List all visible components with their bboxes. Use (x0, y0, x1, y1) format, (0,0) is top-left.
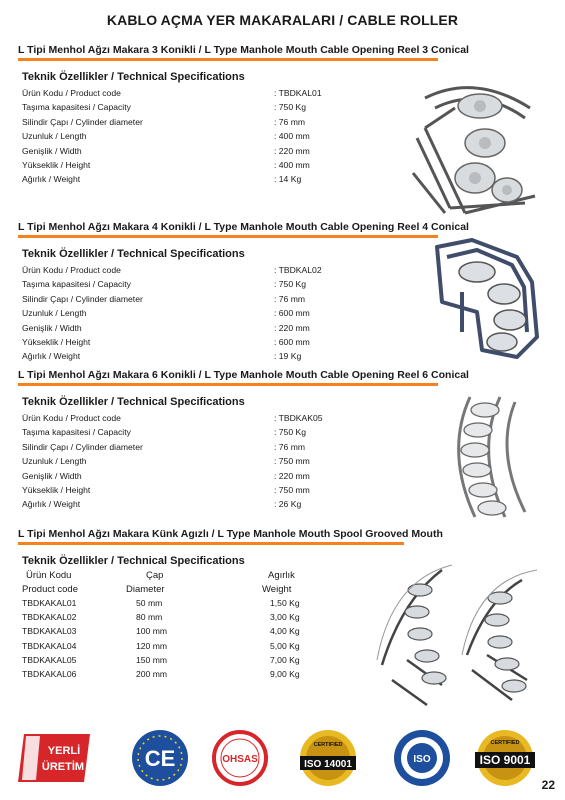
table-row (18, 639, 430, 653)
table-row (18, 596, 430, 610)
spec-value: : 600 mm (274, 337, 310, 348)
spec-label: Ürün Kodu / Product code (22, 413, 121, 423)
iso-14001-text: ISO 14001 (304, 759, 352, 770)
cell-weight: 7,00 Kg (270, 654, 300, 665)
cell-diameter: 80 mm (136, 612, 163, 623)
spec-row-length (18, 454, 430, 468)
spec-heading: Teknik Özellikler / Technical Specifications (22, 555, 245, 567)
ce-text: CE (144, 746, 176, 771)
certified-text: CERTIFIED (490, 740, 520, 746)
spec-row-capacity (18, 425, 430, 439)
iso-9001-text: ISO 9001 (479, 753, 531, 767)
spec-label: Silindir Çapı / Cylinder diameter (22, 293, 143, 304)
iso-9001-badge (475, 730, 535, 786)
spec-label: Genişlik / Width (22, 470, 82, 481)
table-header-row-en (18, 584, 430, 596)
spec-heading: Teknik Özellikler / Technical Specifications (22, 396, 245, 408)
ohsas-text: OHSAS (222, 754, 258, 765)
iso-10002-text: ISO (413, 754, 431, 765)
spec-label: Yükseklik / Height (22, 337, 91, 348)
iso-14001-badge (300, 730, 356, 786)
spec-row-height (18, 158, 430, 172)
spec-label: Ağırlık / Weight (22, 351, 81, 362)
spec-row-length (18, 129, 430, 143)
spec-row-capacity (18, 277, 430, 291)
col-header-diameter: Çap (146, 570, 164, 581)
table-row (18, 667, 430, 681)
ce-badge (132, 730, 188, 786)
spec-heading: Teknik Özellikler / Technical Specifications (22, 248, 245, 260)
spec-value: : 400 mm (274, 160, 310, 171)
cell-diameter: 120 mm (136, 640, 168, 651)
spec-value: : 76 mm (274, 441, 306, 452)
product-section-1 (18, 44, 469, 187)
spec-row-height (18, 483, 430, 497)
spec-label: Ürün Kodu / Product code (22, 88, 121, 98)
spec-value: : 76 mm (274, 293, 306, 304)
cell-code: TBDKAKAL03 (22, 626, 77, 637)
spec-value: : 14 Kg (274, 174, 302, 185)
section-divider (18, 542, 404, 545)
spec-value: : 600 mm (274, 308, 310, 319)
spec-label: Ürün Kodu / Product code (22, 265, 121, 275)
spec-row-weight (18, 497, 430, 511)
cell-weight: 9,00 Kg (270, 669, 300, 680)
spec-value: : 220 mm (274, 322, 310, 333)
col-header-diameter: Diameter (126, 584, 165, 595)
spec-label: Taşıma kapasitesi / Capacity (22, 102, 131, 113)
spec-value: : 220 mm (274, 145, 310, 156)
section-divider (18, 58, 438, 61)
spec-row-height (18, 335, 430, 349)
col-header-weight: Agırlık (268, 570, 295, 581)
spec-row-width (18, 469, 430, 483)
spec-value: : TBDKAL01 (274, 88, 322, 98)
spec-row-width (18, 144, 430, 158)
cell-diameter: 100 mm (136, 626, 168, 637)
product-section-4 (18, 528, 443, 681)
cable-roller-3-conical-image (405, 78, 545, 218)
cell-diameter: 50 mm (136, 598, 163, 608)
spec-value: : TBDKAL02 (274, 265, 322, 275)
spec-label: Ağırlık / Weight (22, 499, 81, 510)
spec-row-weight (18, 172, 430, 186)
cell-weight: 5,00 Kg (270, 640, 300, 651)
spec-value: : TBDKAK05 (274, 413, 323, 423)
col-header-code: Product code (22, 584, 78, 595)
spec-row-cylinder (18, 115, 430, 129)
spec-label: Genişlik / Width (22, 322, 82, 333)
iso-10002-badge (394, 730, 450, 786)
spec-row-length (18, 306, 430, 320)
cell-code: TBDKAKAL06 (22, 669, 77, 680)
cell-weight: 1,50 Kg (270, 598, 300, 608)
spec-row-weight (18, 349, 430, 363)
certified-text: CERTIFIED (313, 742, 343, 748)
spec-value: : 400 mm (274, 131, 310, 142)
cell-code: TBDKAKAL02 (22, 612, 77, 623)
product-section-3 (18, 369, 469, 512)
spec-value: : 750 Kg (274, 102, 307, 113)
spec-value: : 750 mm (274, 485, 310, 496)
spec-row-capacity (18, 100, 430, 114)
spec-label: Silindir Çapı / Cylinder diameter (22, 116, 143, 127)
section-title: L Tipi Menhol Ağzı Makara Künk Agızlı / L Type Manhole Mouth Spool Grooved Mouth (18, 528, 443, 540)
cell-diameter: 150 mm (136, 654, 168, 665)
spec-label: Taşıma kapasitesi / Capacity (22, 427, 131, 438)
spec-label: Uzunluk / Length (22, 131, 87, 142)
section-title: L Tipi Menhol Ağzı Makara 3 Konikli / L Type Manhole Mouth Cable Opening Reel 3 Conical (18, 44, 469, 56)
spool-grooved-mouth-image (372, 560, 547, 710)
spec-label: Silindir Çapı / Cylinder diameter (22, 441, 143, 452)
section-title: L Tipi Menhol Ağzı Makara 4 Konikli / L Type Manhole Mouth Cable Opening Reel 4 Conical (18, 221, 469, 233)
table-row (18, 624, 430, 638)
page-number: 22 (541, 778, 555, 792)
page-title: KABLO AÇMA YER MAKARALARI / CABLE ROLLER (106, 12, 459, 28)
col-header-weight: Weight (262, 584, 292, 595)
uretim-text: ÜRETİM (41, 761, 85, 773)
spec-label: Uzunluk / Length (22, 308, 87, 319)
cell-weight: 3,00 Kg (270, 612, 300, 623)
cell-code: TBDKAKAL05 (22, 654, 77, 665)
certification-bar (18, 726, 548, 790)
col-header-code: Ürün Kodu (26, 570, 72, 581)
yerli-text: YERLİ (47, 745, 81, 757)
section-title: L Tipi Menhol Ağzı Makara 6 Konikli / L Type Manhole Mouth Cable Opening Reel 6 Conical (18, 369, 469, 381)
spec-row-code (18, 86, 430, 100)
section-divider (18, 383, 438, 386)
product-section-2 (18, 221, 469, 364)
cable-roller-6-conical-image (440, 392, 540, 520)
table-row (18, 610, 430, 624)
spec-row-code (18, 411, 430, 425)
spec-value: : 750 Kg (274, 427, 307, 438)
cell-code: TBDKAKAL04 (22, 640, 77, 651)
spec-row-code (18, 263, 430, 277)
spec-value: : 750 mm (274, 456, 310, 467)
ohsas-badge (214, 732, 266, 784)
cable-roller-4-conical-image (422, 232, 547, 367)
certification-badges (18, 726, 548, 790)
spec-value: : 76 mm (274, 116, 306, 127)
spec-label: Ağırlık / Weight (22, 174, 81, 185)
spec-row-width (18, 321, 430, 335)
spec-label: Taşıma kapasitesi / Capacity (22, 279, 131, 290)
spec-label: Yükseklik / Height (22, 160, 91, 171)
spec-label: Yükseklik / Height (22, 485, 91, 496)
spec-value: : 750 Kg (274, 279, 307, 290)
spec-value: : 19 Kg (274, 351, 302, 362)
spec-label: Uzunluk / Length (22, 456, 87, 467)
spec-value: : 26 Kg (274, 499, 302, 510)
yerli-uretim-badge (18, 734, 90, 782)
table-row (18, 653, 430, 667)
cell-diameter: 200 mm (136, 669, 168, 680)
section-divider (18, 235, 438, 238)
cell-code: TBDKAKAL01 (22, 598, 77, 608)
cell-weight: 4,00 Kg (270, 626, 300, 637)
spec-value: : 220 mm (274, 470, 310, 481)
spec-heading: Teknik Özellikler / Technical Specifications (22, 71, 245, 83)
table-header-row-tr (18, 570, 430, 582)
spec-label: Genişlik / Width (22, 145, 82, 156)
spec-row-cylinder (18, 292, 430, 306)
spec-row-cylinder (18, 440, 430, 454)
